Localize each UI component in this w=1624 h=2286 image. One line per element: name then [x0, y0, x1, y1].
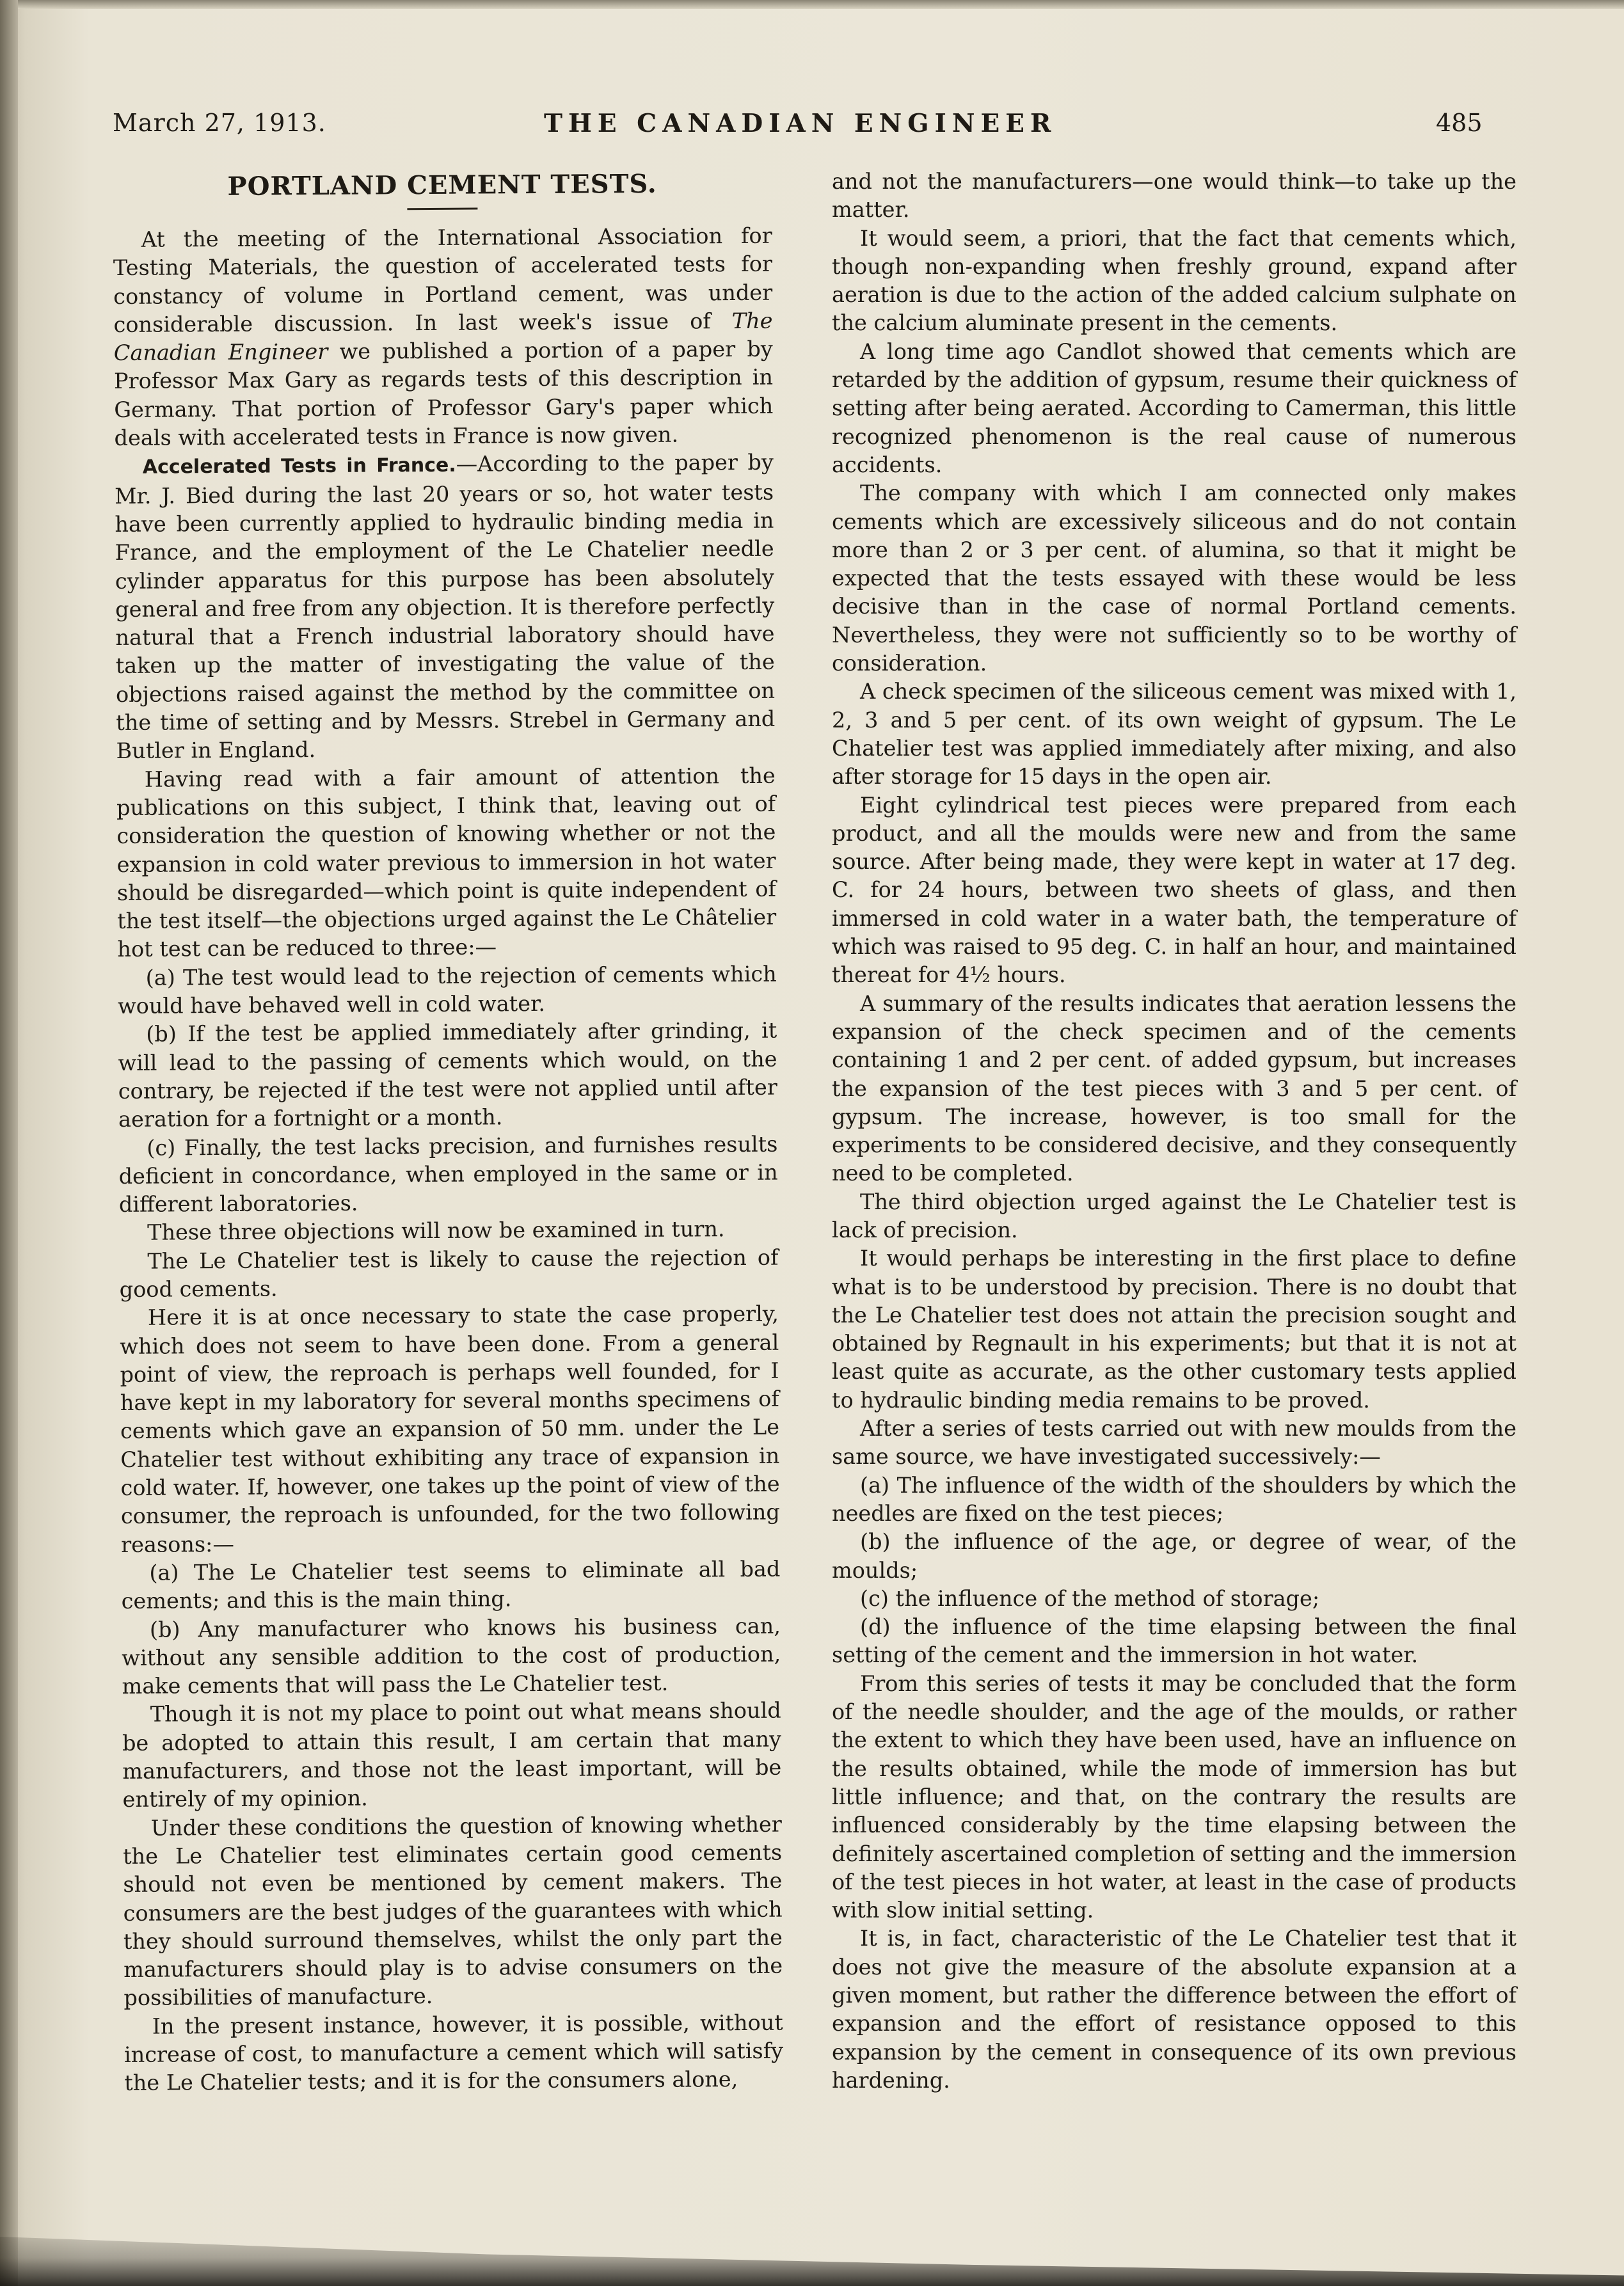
continued-paragraph: and not the manufacturers—one would think—to take up the matter.: [832, 169, 1517, 223]
body-paragraph: (c) Finally, the test lacks precision, and furnishes results deficient in concordance, when employed in the same or in different laboratories.: [118, 1131, 778, 1218]
article-title: PORTLAND CEMENT TESTS.: [227, 168, 657, 202]
body-paragraph: Though it is not my place to point out what means should be adopted to attain this result, I am certain that many manufacturers, and those not the least important, will be entirely of my opinion.: [122, 1698, 782, 1813]
page-number: 485: [1436, 109, 1483, 137]
journal-name-italic: The Canadian Engineer: [113, 308, 773, 366]
body-paragraph: The company with which I am connected only makes cements which are excessively siliceous and do not contain more than 2 or 3 per cent. of alumina, so that it might be expected that the tests essayed with these would be less decisive than in the case of normal Portland cements. Nevertheless, they were not sufficiently so to be worthy of consideration.: [832, 480, 1517, 676]
body-paragraph: These three objections will now be examined in turn.: [147, 1216, 725, 1246]
left-column: [113, 164, 783, 2098]
body-paragraph: A summary of the results indicates that aeration lessens the expansion of the check specimen and of the cements containing 1 and 2 per cent. of added gypsum, but increases the expansion of the test pieces with 3 and 5 per cent. of gypsum. The increase, however, is too small for the experiments to be considered decisive, and they consequently need to be completed.: [832, 990, 1517, 1186]
book-spine-shadow: [0, 0, 18, 2286]
body-paragraph: A long time ago Candlot showed that cements which are retarded by the addition of gypsum, resume their quickness of setting after being aerated. According to Camerman, this little recognized phenomenon is the real cause of numerous accidents.: [832, 338, 1517, 477]
body-paragraph: It is, in fact, characteristic of the Le Chatelier test that it does not give the measure of the absolute expansion at a given moment, but rather the difference between the effort of expansion and the effort of resistance opposed to this expansion by the cement in consequence of its own previous hardening.: [832, 1926, 1517, 2093]
body-paragraph: It would seem, a priori, that the fact that cements which, though non-expanding when freshly ground, expand after aeration is due to the action of the added calcium sulphate on the calcium aluminate present in the cements.: [832, 225, 1517, 336]
body-paragraph: (b) If the test be applied immediately after grinding, it will lead to the passing of cements which would, on the contrary, be rejected if the test were not applied until after aeration for a fortnight or a month.: [118, 1017, 777, 1132]
subhead-body: —According to the paper by Mr. J. Bied during the last 20 years or so, hot water tests have been currently applied to hydraulic binding media in France, and the employment of the Le Chatelier needle cylinder apparatus for this purpose has been absolutely general and free from any objection. It is therefore perfectly natural that a French industrial laboratory should have taken up the matter of investigating the value of the objections raised against the method by the committee on the time of setting and by Messrs. Strebel in Germany and Butler in England.: [115, 450, 776, 764]
right-column: [832, 168, 1517, 2095]
intro-text-after: we published a portion of a paper by Professor Max Gary as regards tests of this description in Germany. That portion of Professor Gary's paper which deals with accelerated tests in France is now given.: [113, 336, 774, 451]
body-paragraph: The Le Chatelier test is likely to cause the rejection of good cements.: [119, 1244, 779, 1302]
body-paragraph: Here it is at once necessary to state the case properly, which does not seem to have been done. From a general point of view, the reproach is perhaps well founded, for I have kept in my laboratory for several months specimens of cements which gave an expansion of 50 mm. under the Le Chatelier test without exhibiting any trace of expansion in cold water. If, however, one takes up the point of view of the consumer, the reproach is unfounded, for the two following reasons:—: [120, 1301, 780, 1557]
body-paragraph: Eight cylindrical test pieces were prepared from each product, and all the moulds were new and from the same source. After being made, they were kept in water at 17 deg. C. for 24 hours, between two sheets of glass, and then immersed in cold water in a water bath, the temperature of which was raised to 95 deg. C. in half an hour, and maintained thereat for 4½ hours.: [832, 792, 1517, 988]
body-paragraph: Under these conditions the question of knowing whether the Le Chatelier test eliminates certain good cements should not even be mentioned by cement makers. The consumers are the best judges of the guarantees with which they should surround themselves, whilst the only part the manufacturers should play is to advise consumers on the possibilities of manufacture.: [123, 1811, 783, 2011]
issue-date: March 27, 1913.: [113, 109, 326, 137]
body-paragraph: (a) The test would lead to the rejection of cements which would have behaved well in cold water.: [117, 961, 777, 1019]
body-paragraph: (b) the influence of the age, or degree of wear, of the moulds;: [832, 1529, 1517, 1583]
body-paragraph: After a series of tests carried out with new moulds from the same source, we have investigated successively:—: [832, 1416, 1517, 1470]
running-header: [0, 109, 1624, 154]
body-paragraph: Having read with a fair amount of attention the publications on this subject, I think that, leaving out of consideration the question of knowing whether or not the expansion in cold water previous to immersion in hot water should be disregarded—which point is quite independent of the test itself—the objections urged against the Le Châtelier hot test can be reduced to three:—: [116, 763, 777, 962]
page-top-edge: [0, 0, 1624, 9]
body-paragraph: (c) the influence of the method of storage;: [860, 1585, 1320, 1611]
body-paragraph: (a) The influence of the width of the shoulders by which the needles are fixed on the test pieces;: [832, 1472, 1517, 1526]
body-paragraph: A check specimen of the siliceous cement was mixed with 1, 2, 3 and 5 per cent. of its own weight of gypsum. The Le Chatelier test was applied immediately after mixing, and also after storage for 15 days in the open air.: [832, 679, 1517, 790]
body-paragraph: The third objection urged against the Le Chatelier test is lack of precision.: [832, 1189, 1517, 1242]
section-subhead: Accelerated Tests in France.: [142, 454, 456, 479]
body-paragraph: (a) The Le Chatelier test seems to eliminate all bad cements; and this is the main thing.: [121, 1556, 781, 1614]
body-paragraph: (b) Any manufacturer who knows his business can, without any sensible addition to the cost of production, make cements that will pass the Le Chatelier test.: [122, 1613, 781, 1699]
subhead-paragraph: [115, 448, 776, 766]
intro-paragraph: [113, 222, 774, 453]
intro-text-before: At the meeting of the International Association for Testing Materials, the question of accelerated tests for constancy of volume in Portland cement, was under considerable discussion. In last week's issue of: [113, 223, 773, 337]
title-rule: [407, 208, 477, 210]
body-paragraph: In the present instance, however, it is possible, without increase of cost, to manufacture a cement which will satisfy the Le Chatelier tests; and it is for the consumers alone,: [123, 2010, 784, 2096]
journal-title: THE CANADIAN ENGINEER: [544, 109, 1057, 138]
body-paragraph: It would perhaps be interesting in the first place to define what is to be understood by precision. There is no doubt that the Le Chatelier test does not attain the precision sought and obtained by Regnault in his experiments; but that it is not at least quite as accurate, as the other customary tests applied to hydraulic binding media remains to be proved.: [832, 1246, 1517, 1413]
body-paragraph: From this series of tests it may be concluded that the form of the needle shoulder, and the age of the moulds, or rather the extent to which they have been used, have an influence on the results obtained, while the mode of immersion has but little influence; and that, on the contrary the results are influenced considerably by the time elapsing between the definitely ascertained completion of setting and the immersion of the test pieces in hot water, at least in the case of products with slow initial setting.: [832, 1671, 1517, 1923]
body-paragraph: (d) the influence of the time elapsing between the final setting of the cement and the immersion in hot water.: [832, 1614, 1517, 1668]
bottom-binding-shadow: [0, 2216, 1624, 2286]
